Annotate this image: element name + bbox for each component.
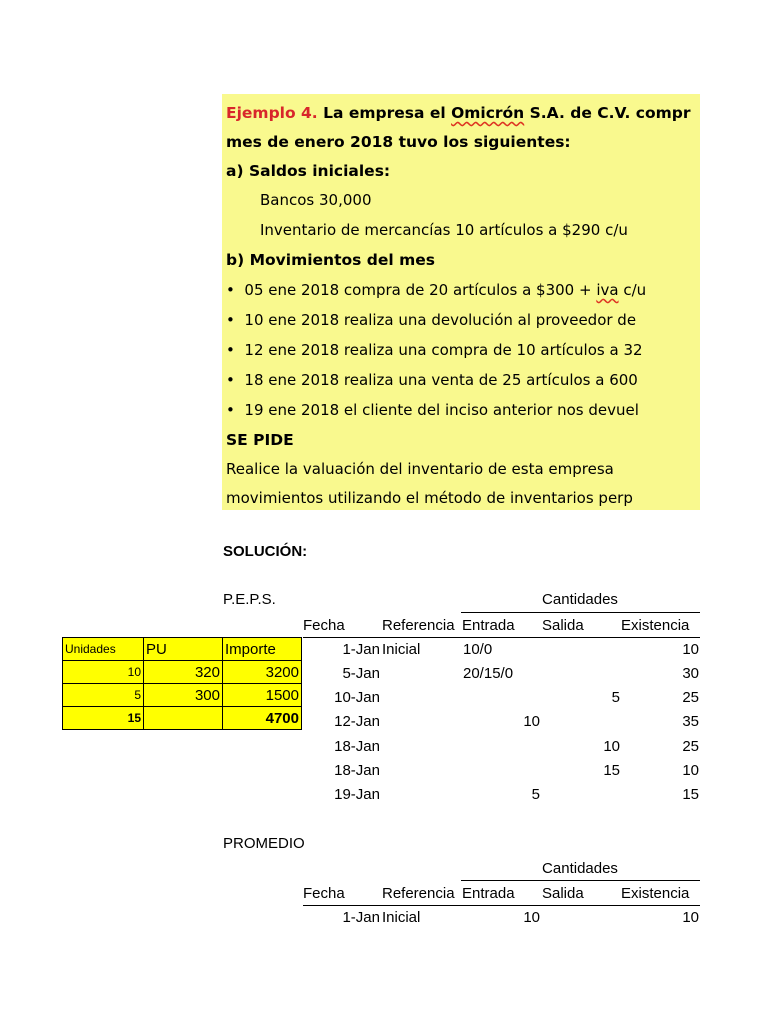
unidades-total-cell: 15: [63, 707, 144, 730]
referencia-cell: Inicial: [382, 641, 421, 658]
pide-line1: Realice la valuación del inventario de esta empresa: [226, 460, 614, 478]
pu-cell: 320: [144, 661, 223, 684]
se-pide-heading: SE PIDE: [226, 431, 294, 449]
bullet-icon: •: [226, 281, 235, 299]
referencia-cell: Inicial: [382, 909, 421, 926]
solucion-heading: SOLUCIÓN:: [223, 543, 308, 560]
entrada-cell: 10: [523, 713, 540, 730]
fecha-cell: 5-Jan: [342, 665, 380, 682]
pu-cell: [144, 707, 223, 730]
promedio-title: PROMEDIO: [223, 835, 305, 852]
table-row: [63, 661, 302, 684]
peps-cantidades-rule: [461, 612, 700, 613]
bullet-icon: •: [226, 371, 235, 389]
bullet-icon: •: [226, 311, 235, 329]
section-a-heading: a) Saldos iniciales:: [226, 162, 391, 180]
promedio-cantidades-rule: [461, 880, 700, 881]
peps-header-salida: Salida: [542, 617, 584, 634]
peps-header-fecha: Fecha: [303, 617, 345, 634]
promedio-header-fecha: Fecha: [303, 885, 345, 902]
existencia-cell: 10: [682, 762, 699, 779]
promedio-header-referencia: Referencia: [382, 885, 455, 902]
unidades-cell: 10: [63, 661, 144, 684]
unidades-cell: 5: [63, 684, 144, 707]
promedio-header-salida: Salida: [542, 885, 584, 902]
fecha-cell: 1-Jan: [342, 909, 380, 926]
existencia-cell: 10: [682, 909, 699, 926]
inventario-text: Inventario de mercancías 10 artículos a $290 c/u: [260, 221, 628, 239]
peps-header-existencia: Existencia: [621, 617, 690, 634]
fecha-cell: 1-Jan: [342, 641, 380, 658]
pu-cell: 300: [144, 684, 223, 707]
exercise-title: Ejemplo 4. La empresa el Omicrón S.A. de C.V. compr: [226, 104, 691, 122]
table-row: [0, 761, 768, 781]
fecha-cell: 18-Jan: [334, 762, 380, 779]
importe-header: Importe: [223, 638, 302, 661]
unidades-header: Unidades: [63, 638, 144, 661]
movement-item: • 05 ene 2018 compra de 20 artículos a $300 + iva c/u: [226, 281, 647, 299]
movement-item: • 19 ene 2018 el cliente del inciso anterior nos devuel: [226, 401, 639, 419]
fecha-cell: 18-Jan: [334, 738, 380, 755]
salida-cell: 5: [611, 689, 620, 706]
entrada-cell: 20/15/0: [463, 665, 514, 682]
peps-cantidades-header: Cantidades: [542, 591, 618, 608]
salida-cell: 10: [603, 738, 620, 755]
table-row: [0, 908, 768, 928]
table-row: [63, 707, 302, 730]
promedio-header-rule: [303, 905, 700, 906]
entrada-cell: 10: [523, 909, 540, 926]
fecha-cell: 12-Jan: [334, 713, 380, 730]
importe-total-cell: 4700: [223, 707, 302, 730]
peps-header-rule: [303, 637, 700, 638]
entrada-cell: 5: [531, 786, 540, 803]
importe-cell: 3200: [223, 661, 302, 684]
table-row: [63, 638, 302, 661]
bullet-icon: •: [226, 401, 235, 419]
promedio-header-entrada: Entrada: [462, 885, 515, 902]
pu-header: PU: [144, 638, 223, 661]
movement-item: • 18 ene 2018 realiza una venta de 25 artículos a 600: [226, 371, 638, 389]
exercise-line2: mes de enero 2018 tuvo los siguientes:: [226, 133, 571, 151]
bullet-icon: •: [226, 341, 235, 359]
peps-header-entrada: Entrada: [462, 617, 515, 634]
pide-line2: movimientos utilizando el método de inventarios perp: [226, 489, 633, 507]
peps-title: P.E.P.S.: [223, 591, 276, 608]
existencia-cell: 10: [682, 641, 699, 658]
existencia-cell: 25: [682, 738, 699, 755]
table-row: [0, 785, 768, 805]
existencia-cell: 15: [682, 786, 699, 803]
movement-item: • 12 ene 2018 realiza una compra de 10 artículos a 32: [226, 341, 643, 359]
salida-cell: 15: [603, 762, 620, 779]
section-b-heading: b) Movimientos del mes: [226, 251, 435, 269]
fecha-cell: 19-Jan: [334, 786, 380, 803]
entrada-cell: 10/0: [463, 641, 493, 658]
table-row: [63, 684, 302, 707]
movement-item: • 10 ene 2018 realiza una devolución al proveedor de: [226, 311, 637, 329]
promedio-header-existencia: Existencia: [621, 885, 690, 902]
bancos-text: Bancos 30,000: [260, 191, 372, 209]
promedio-cantidades-header: Cantidades: [542, 860, 618, 877]
importe-cell: 1500: [223, 684, 302, 707]
table-row: [0, 737, 768, 757]
existencia-cell: 30: [682, 665, 699, 682]
existencia-cell: 25: [682, 689, 699, 706]
fecha-cell: 10-Jan: [334, 689, 380, 706]
peps-header-referencia: Referencia: [382, 617, 455, 634]
cost-summary-table: [62, 637, 302, 730]
exercise-panel: [222, 94, 700, 510]
existencia-cell: 35: [682, 713, 699, 730]
